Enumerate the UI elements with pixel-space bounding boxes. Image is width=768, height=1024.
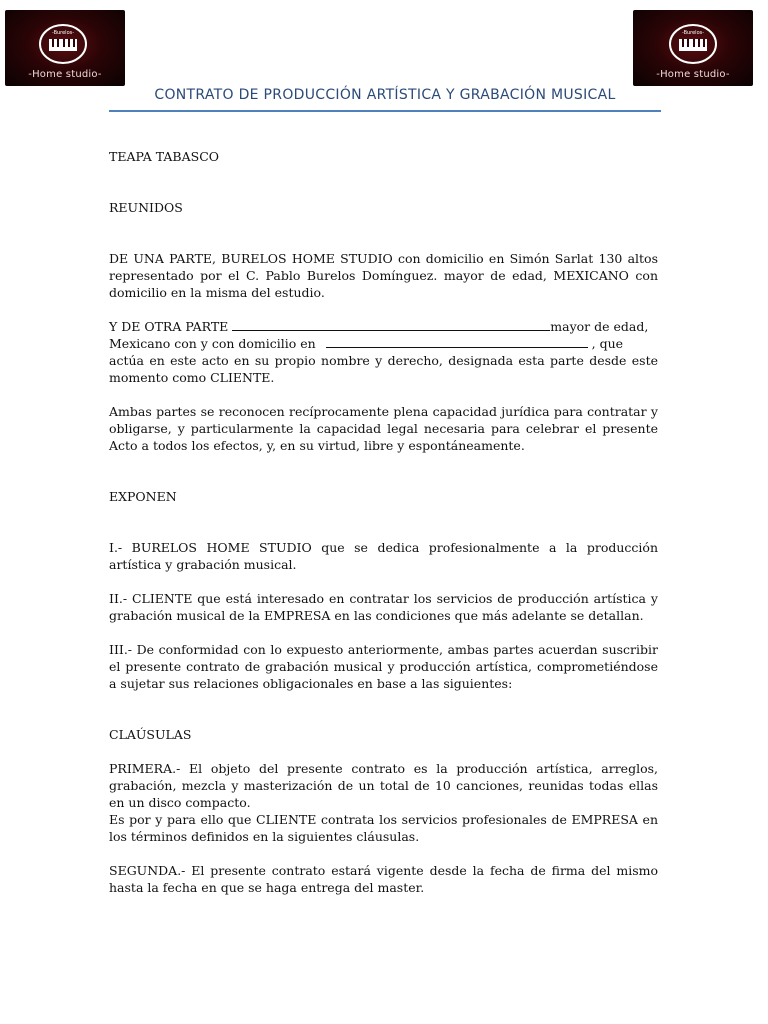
exposition-2: II.- CLIENTE que está interesado en contratar los servicios de producción artística y grabación musical de la EMPRESA en las condiciones que más adelante se detallan. xyxy=(109,591,658,623)
clause-segunda: SEGUNDA.- El presente contrato estará vigente desde la fecha de firma del mismo hasta la fecha en que se haga entrega del master. xyxy=(109,863,658,895)
first-party-paragraph: DE UNA PARTE, BURELOS HOME STUDIO con domicilio en Simón Sarlat 130 altos representado por el C. Pablo Burelos Domínguez. mayor de edad, MEXICANO con domicilio en la misma del estudio. xyxy=(109,251,658,300)
document-body xyxy=(109,148,658,896)
second-party-rest: actúa en este acto en su propio nombre y derecho, designada esta parte desde este momento como CLIENTE. xyxy=(109,353,658,385)
clause-primera: PRIMERA.- El objeto del presente contrato es la producción artística, arreglos, grabación, mezcla y masterización de un total de 10 canciones, reunidas todas ellas en un disco compacto. xyxy=(109,761,658,810)
client-address-blank[interactable] xyxy=(326,336,588,348)
logo-brand-text: -Burelos- xyxy=(681,30,705,36)
exposition-3: III.- De conformidad con lo expuesto anteriormente, ambas partes acuerdan suscribir el presente contrato de grabación musical y producción artística, comprometiéndose a sujetar sus relaciones obligacionales en base a las siguientes: xyxy=(109,642,658,691)
logo-caption: -Home studio- xyxy=(656,69,730,80)
capacity-paragraph: Ambas partes se reconocen recíprocamente plena capacidad jurídica para contratar y obligarse, y particularmente la capacidad legal necesaria para celebrar el presente Acto a todos los efectos, y, en su virtud, libre y espontáneamente. xyxy=(109,404,658,453)
second-party-address-label: Mexicano con y con domicilio en xyxy=(109,336,316,351)
exposition-1: I.- BURELOS HOME STUDIO que se dedica profesionalmente a la producción artística y grabación musical. xyxy=(109,540,658,572)
document-title: CONTRATO DE PRODUCCIÓN ARTÍSTICA Y GRABACIÓN MUSICAL xyxy=(154,87,616,103)
second-party-age: mayor de edad, xyxy=(550,319,649,334)
reunidos-heading: REUNIDOS xyxy=(109,200,183,215)
title-underline xyxy=(109,110,661,112)
studio-logo-left xyxy=(5,10,125,86)
logo-caption: -Home studio- xyxy=(28,69,102,80)
second-party-intro: Y DE OTRA PARTE xyxy=(109,319,229,334)
second-party-que: , que xyxy=(591,336,624,351)
location-line: TEAPA TABASCO xyxy=(109,149,220,164)
clausulas-heading: CLAÚSULAS xyxy=(109,727,192,742)
clause-primera-continued: Es por y para ello que CLIENTE contrata los servicios profesionales de EMPRESA en los términos definidos en la siguientes cláusulas. xyxy=(109,812,658,844)
exponen-heading: EXPONEN xyxy=(109,489,177,504)
logo-brand-text: -Burelos- xyxy=(51,30,75,36)
second-party-paragraph xyxy=(109,318,658,386)
client-name-blank[interactable] xyxy=(232,319,550,331)
studio-logo-right xyxy=(633,10,753,86)
